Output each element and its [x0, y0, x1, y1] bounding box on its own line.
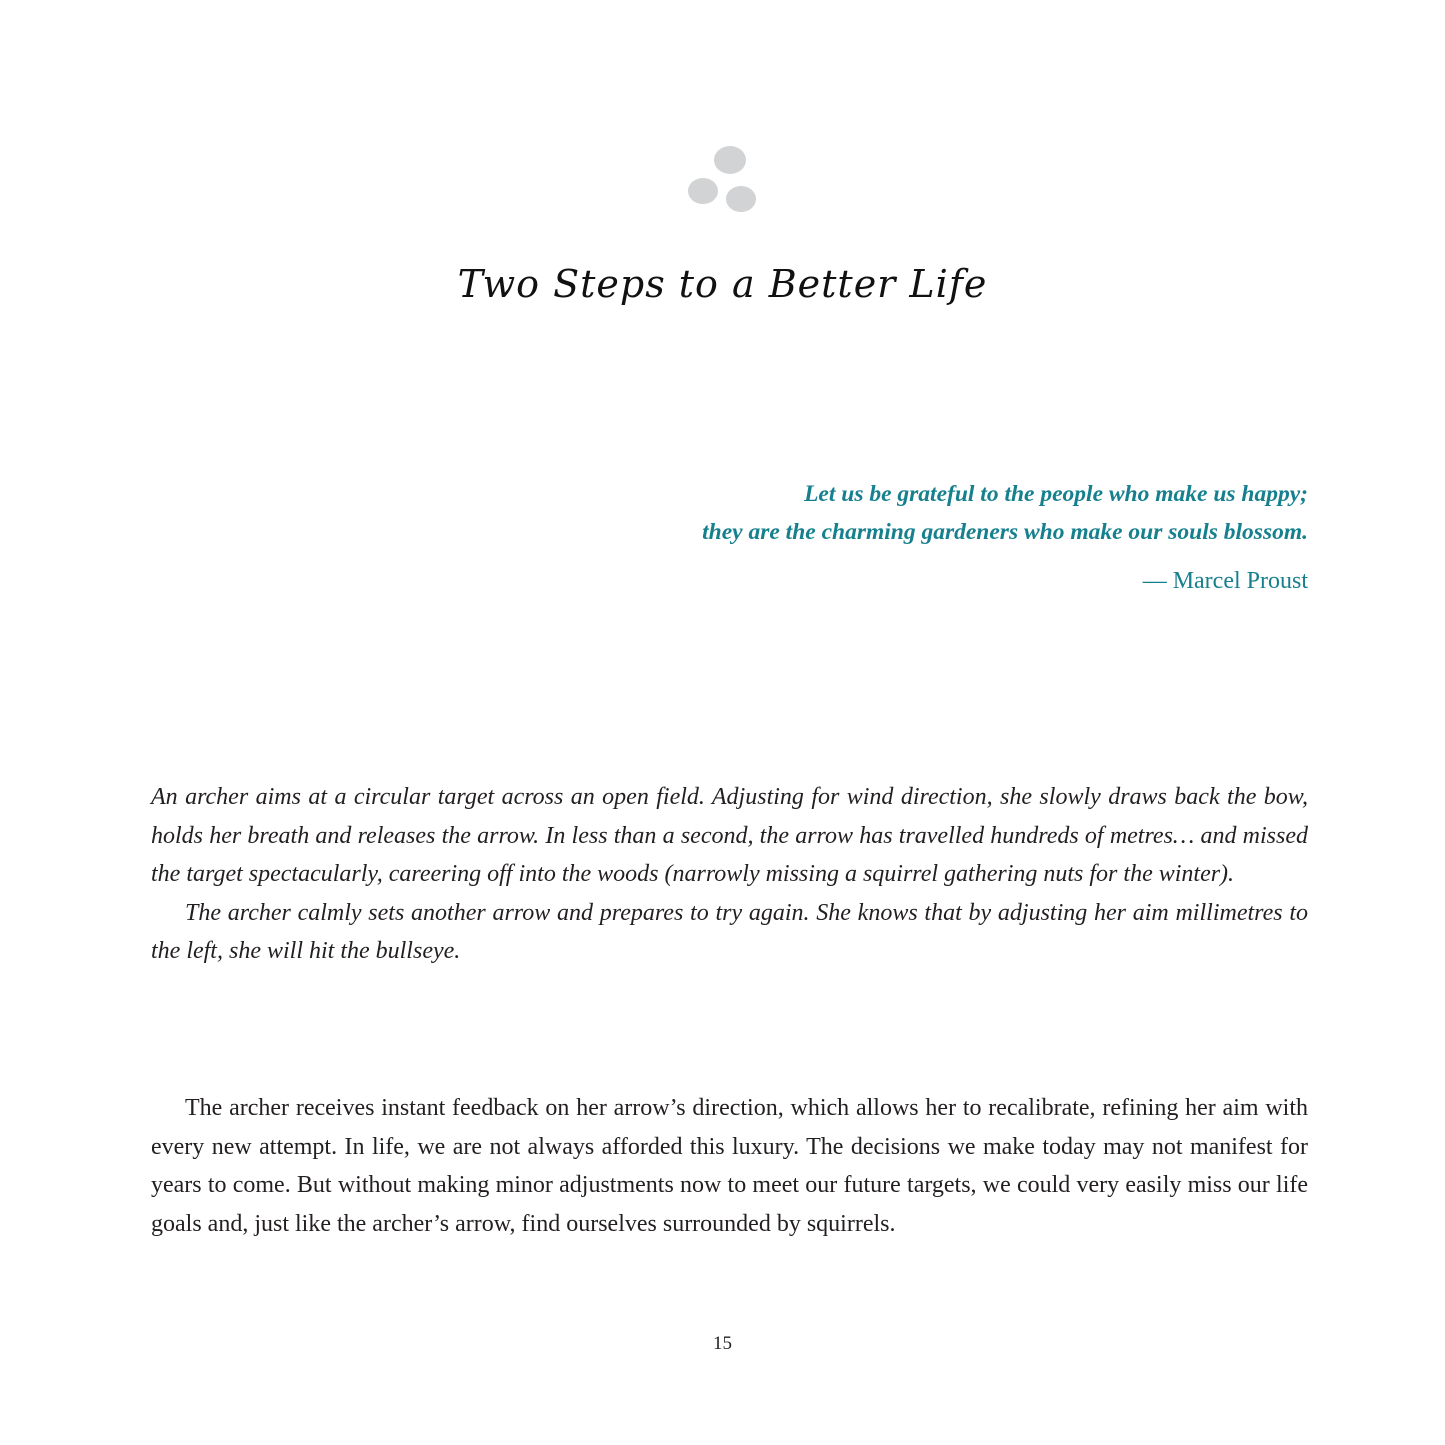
epigraph-line: Let us be grateful to the people who make us happy; [804, 481, 1308, 507]
page-number: 15 [713, 1333, 732, 1354]
intro-text [151, 778, 1308, 971]
intro-paragraph: An archer aims at a circular target across an open field. Adjusting for wind direction, she slowly draws back the bow, holds her breath and releases the arrow. In less than a second, the arrow has travelled hundreds of metres… and missed the target spectacularly, careering off into the woods (narrowly missing a squirrel gathering nuts for the winter). [151, 784, 1308, 888]
chapter-title: Two Steps to a Better Life [457, 262, 988, 306]
three-stones-icon [680, 140, 770, 220]
epigraph [408, 475, 1308, 597]
epigraph-author: — Marcel Proust [1142, 568, 1308, 594]
epigraph-line: they are the charming gardeners who make our souls blossom. [702, 519, 1308, 545]
intro-paragraph: The archer calmly sets another arrow and prepares to try again. She knows that by adjusting her aim millimetres to the left, she will hit the bullseye. [151, 899, 1308, 965]
body-paragraph: The archer receives instant feedback on her arrow’s direction, which allows her to recalibrate, refining her aim with every new attempt. In life, we are not always afforded this luxury. The decisions we make today may not manifest for years to come. But without making minor adjustments now to meet our future targets, we could very easily miss our life goals and, just like the archer’s arrow, find ourselves surrounded by squirrels. [151, 1095, 1308, 1237]
body-text [151, 1089, 1308, 1243]
